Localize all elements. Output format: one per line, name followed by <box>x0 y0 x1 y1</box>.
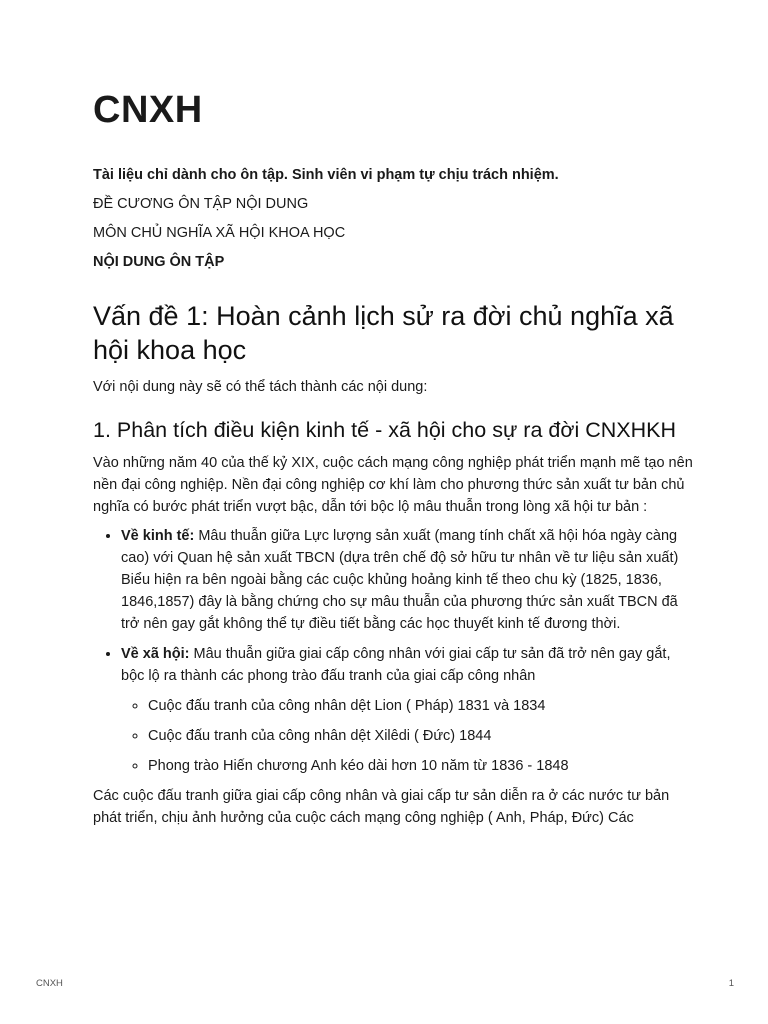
subsection-heading: 1. Phân tích điều kiện kinh tế - xã hội cho sự ra đời CNXHKH <box>93 418 676 442</box>
subsection-paragraph: Vào những năm 40 của thế kỷ XIX, cuộc cách mạng công nghiệp phát triển mạnh mẽ tạo nên nền đại công nghiệp. Nền đại công nghiệp cơ khí làm cho phương thức sản xuất tư bản chủ nghĩa có bước phát triển vượt bậc, dẫn tới bộc lộ mâu thuẫn trong lòng xã hội tư bản : <box>93 455 693 515</box>
review-content-label: NỘI DUNG ÔN TẬP <box>93 254 225 270</box>
closing-paragraph: Các cuộc đấu tranh giữa giai cấp công nhân và giai cấp tư sản diễn ra ở các nước tư bản phát triển, chịu ảnh hưởng của cuộc cách mạng công nghiệp ( Anh, Pháp, Đức) Các <box>93 788 670 826</box>
sub-bullet-list <box>121 695 693 777</box>
bullet-economy <box>121 525 693 635</box>
bullet-society <box>121 643 693 777</box>
bullet-text: Mâu thuẫn giữa giai cấp công nhân với giai cấp tư sản đã trở nên gay gắt, bộc lộ ra thành các phong trào đấu tranh của giai cấp công nhân <box>121 646 671 684</box>
bullet-label: Về xã hội: <box>121 646 190 662</box>
sub-bullet-item: ◦ Cuộc đấu tranh của công nhân dệt Xilêdi ( Đức) 1844 <box>148 725 693 747</box>
footer-title: CNXH <box>36 978 63 989</box>
sub-bullet-item: ◦ Phong trào Hiến chương Anh kéo dài hơn 10 năm từ 1836 - 1848 <box>148 755 693 777</box>
page-number: 1 <box>728 978 734 989</box>
bullet-list <box>93 525 693 777</box>
outline-heading: ĐỀ CƯƠNG ÔN TẬP NỘI DUNG <box>93 196 309 212</box>
disclaimer-text: Tài liệu chỉ dành cho ôn tập. Sinh viên vi phạm tự chịu trách nhiệm. <box>93 167 559 183</box>
section-heading: Vấn đề 1: Hoàn cảnh lịch sử ra đời chủ nghĩa xã hội khoa học <box>93 301 674 365</box>
section-intro: Với nội dung này sẽ có thể tách thành các nội dung: <box>93 379 428 395</box>
page-content <box>93 82 693 836</box>
document-title: CNXH <box>93 89 203 131</box>
bullet-label: Về kinh tế: <box>121 528 195 544</box>
sub-bullet-item: ◦ Cuộc đấu tranh của công nhân dệt Lion ( Pháp) 1831 và 1834 <box>148 695 693 717</box>
course-name: MÔN CHỦ NGHĨA XÃ HỘI KHOA HỌC <box>93 225 346 241</box>
bullet-text: Mâu thuẫn giữa Lực lượng sản xuất (mang tính chất xã hội hóa ngày càng cao) với Quan hệ sản xuất TBCN (dựa trên chế độ sở hữu tư nhân về tư liệu sản xuất) Biểu hiện ra bên ngoài bằng các cuộc khủng hoảng kinh tế theo chu kỳ (1825, 1836, 1846,1857) đây là bằng chứng cho sự mâu thuẫn của phương thức sản xuất TBCN đã trở nên gay gắt không thể tự điều tiết bằng các học thuyết kinh tế đương thời. <box>121 528 679 632</box>
